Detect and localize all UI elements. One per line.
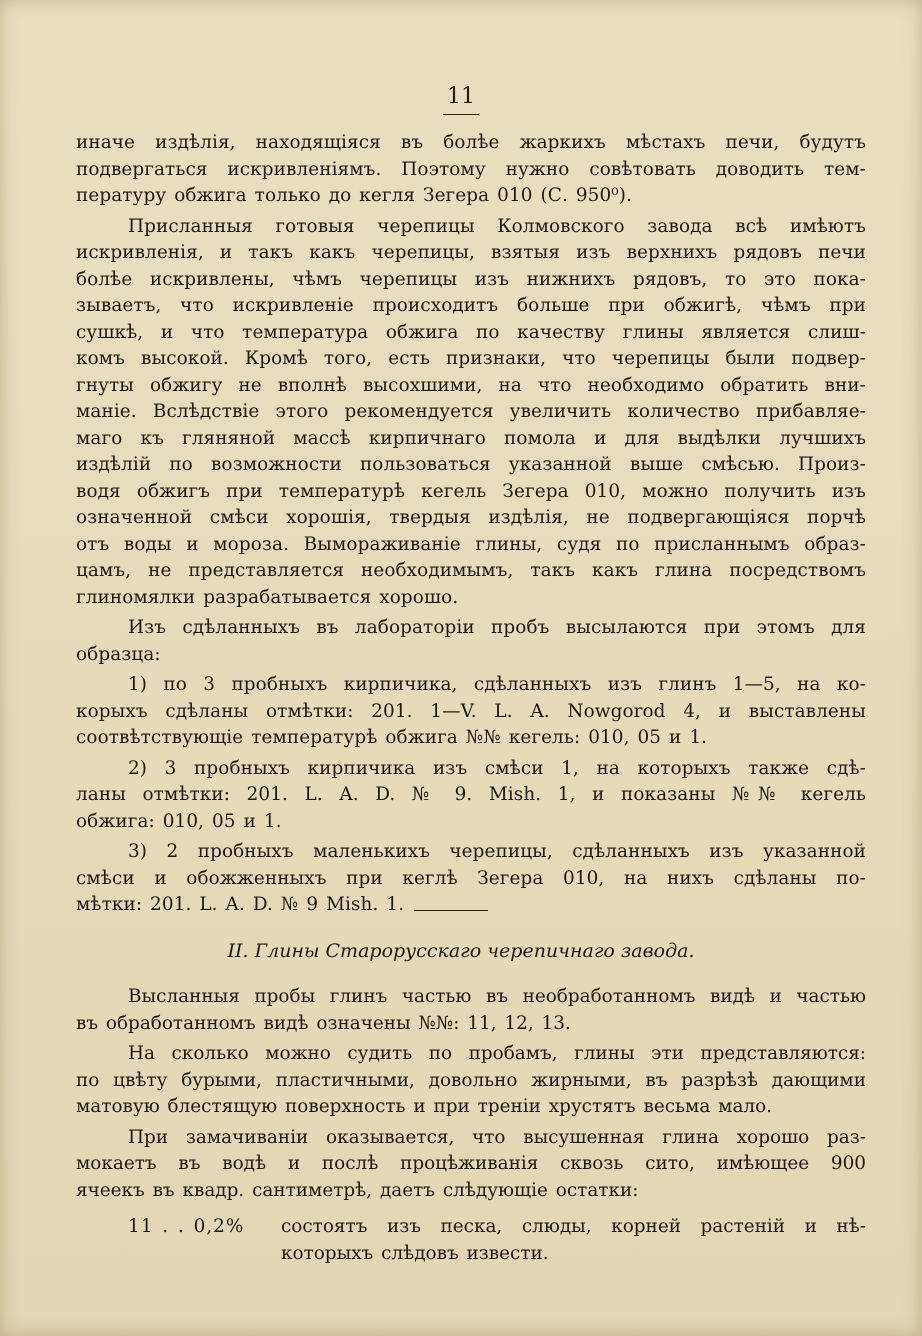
section-title: II. Глины Старорусскаго черепичнаго завода.	[227, 940, 695, 962]
residue-entry	[76, 1214, 866, 1267]
body-text	[76, 130, 866, 919]
list-item-line: 1) по 3 пробныхъ кирпичика, сдѣланныхъ изъ глинъ 1—5, на ко-	[128, 674, 866, 695]
section-text	[76, 984, 866, 1267]
list-item-line: ланы отмѣтки: 201. L. A. D. № 9. Mish. 1, и показаны №№ кегель	[76, 784, 866, 805]
text-line: болѣе искривлены, чѣмъ черепицы изъ нижнихъ рядовъ, то это пока-	[76, 268, 866, 290]
page-number-text: 11	[443, 84, 479, 115]
text-line: по цвѣту бурыми, пластичными, довольно жирными, въ разрѣзѣ дающими	[76, 1069, 866, 1091]
list-item-line: смѣси и обожженныхъ при кеглѣ Зегера 010, на нихъ сдѣланы по-	[76, 867, 866, 889]
text-line: маніе. Вслѣдствіе этого рекомендуется увеличить количество прибавляе-	[76, 401, 866, 422]
text-line: издѣлій по возможности пользоваться указанной выше смѣсью. Произ-	[76, 454, 866, 475]
text-line: глиномялки разрабатывается хорошо.	[76, 586, 459, 608]
text-line: отъ воды и мороза. Вымораживаніе глины, судя по присланнымъ образ-	[76, 533, 866, 555]
residue-line: которыхъ слѣдовъ извести.	[281, 1242, 549, 1264]
residue-line: состоятъ изъ песка, слюды, корней растеній и нѣ-	[281, 1216, 866, 1237]
residue-label: 11 . . 0,2%	[128, 1216, 245, 1237]
text-line: пературу обжига только до кегля Зегера 010 (С. 950⁰).	[76, 185, 632, 206]
text-line: водя обжигъ при температурѣ кегель Зегера 010, можно получить изъ	[76, 480, 866, 502]
text-line: ячеекъ въ квадр. сантиметрѣ, даетъ слѣдующіе остатки:	[76, 1179, 639, 1201]
text-line: сушкѣ, и что температура обжига по качеству глины является слиш-	[76, 321, 866, 343]
list-item-line: обжига: 010, 05 и 1.	[76, 810, 282, 832]
list-item-line: соотвѣтствующіе температурѣ обжига №№ кегель: 010, 05 и 1.	[76, 727, 708, 748]
text-line: комъ высокой. Кромѣ того, есть признаки, что черепицы были подвер-	[76, 348, 866, 369]
list-item-line: корыхъ сдѣланы отмѣтки: 201. 1—V. L. A. Nowgorod 4, и выставлены	[76, 700, 866, 722]
text-line: Высланныя пробы глинъ частью въ необработанномъ видѣ и частью	[128, 986, 866, 1007]
text-line: означенной смѣси хорошія, твердыя издѣлія, не подвергающіяся порчѣ	[76, 507, 866, 528]
text-line: подвергаться искривленіямъ. Поэтому нужно совѣтовать доводить тем-	[76, 158, 866, 180]
text-line: образца:	[76, 643, 161, 665]
text-line: На сколько можно судить по пробамъ, глины эти представляются:	[128, 1043, 866, 1064]
list-item-line: 2) 3 пробныхъ кирпичика изъ смѣси 1, на которыхъ также сдѣ-	[128, 757, 866, 779]
page-number	[0, 84, 922, 115]
list-item-line: 3) 2 пробныхъ маленькихъ черепицы, сдѣланныхъ изъ указанной	[128, 841, 866, 862]
text-line: Присланныя готовыя черепицы Колмовского завода всѣ имѣютъ	[128, 215, 866, 237]
text-line: мокаетъ въ водѣ и послѣ процѣживанія сквозь сито, имѣющее 900	[76, 1153, 866, 1174]
text-line: въ обработанномъ видѣ означены №№: 11, 12, 13.	[76, 1012, 571, 1034]
text-line: искривленія, и такъ какъ черепицы, взятыя изъ верхнихъ рядовъ печи	[76, 242, 866, 263]
text-line: матовую блестящую поверхность и при треніи хрустятъ весьма мало.	[76, 1096, 773, 1117]
text-line: цамъ, не представляется необходимымъ, такъ какъ глина посредствомъ	[76, 560, 866, 581]
text-line: маго къ гляняной массѣ кирпичнаго помола и для выдѣлки лучшихъ	[76, 427, 866, 449]
list-item-line: мѣтки: 201. L. A. D. № 9 Mish. 1.	[76, 894, 405, 915]
text-line: зываетъ, что искривленіе происходитъ больше при обжигѣ, чѣмъ при	[76, 295, 866, 316]
text-line: Изъ сдѣланныхъ въ лабораторіи пробъ высылаются при этомъ для	[128, 617, 866, 638]
residue-description	[281, 1214, 866, 1267]
text-line: иначе издѣлія, находящіяся въ болѣе жаркихъ мѣстахъ печи, будутъ	[76, 132, 866, 153]
text-line: гнуты обжигу не вполнѣ высохшими, на что необходимо обратить вни-	[76, 374, 866, 396]
section-divider	[414, 910, 488, 911]
text-line: При замачиваніи оказывается, что высушенная глина хорошо раз-	[128, 1126, 866, 1148]
